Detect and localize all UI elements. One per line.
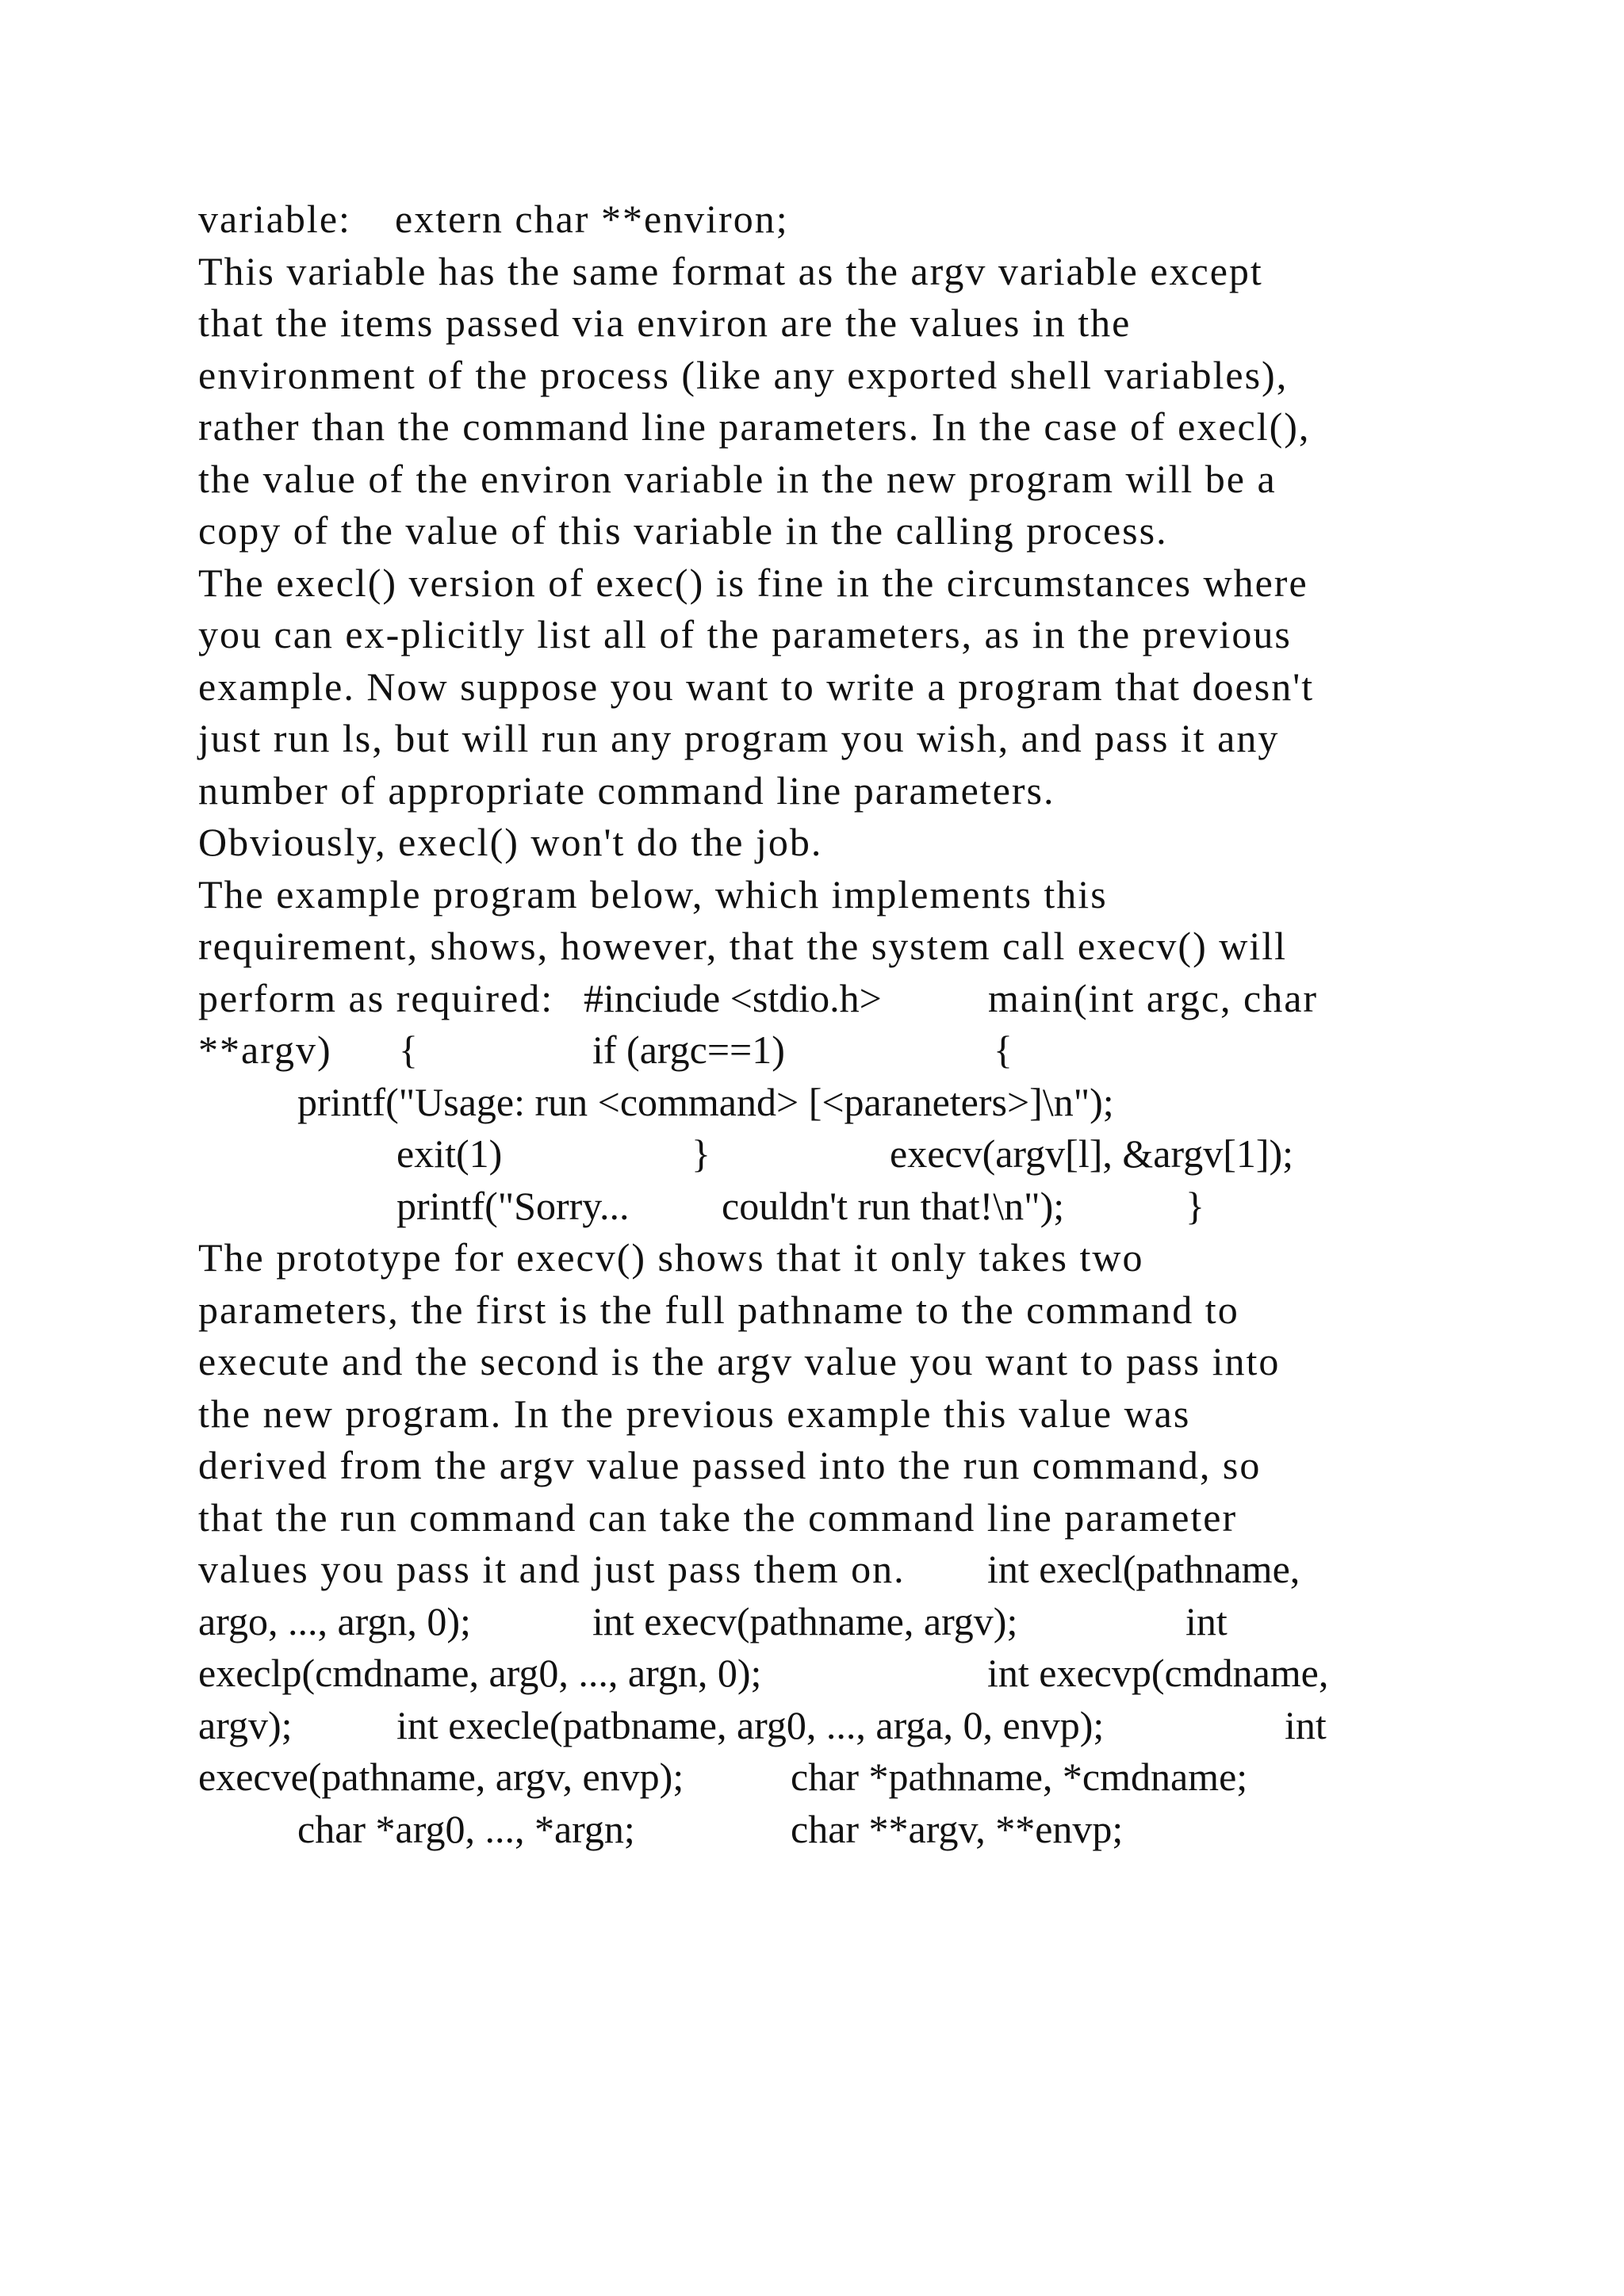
text-line (198, 350, 1467, 402)
text-line (198, 1284, 1467, 1337)
text-line (198, 1388, 1467, 1441)
code-segment: } (691, 1131, 710, 1176)
code-segment: int execv(pathname, argv); (592, 1598, 1018, 1644)
code-segment: printf("Usage: run <command> [<paraneters>]\n"); (297, 1079, 1114, 1124)
text-line (198, 1336, 1467, 1388)
text-line (198, 765, 1467, 817)
code-segment: int execle(patbname, arg0, ..., arga, 0, envp); (396, 1702, 1105, 1747)
code-segment: char *pathname, *cmdname; (791, 1755, 1248, 1799)
code-segment: int execl(pathname, (987, 1547, 1300, 1591)
text-line (198, 453, 1467, 506)
code-segment: couldn't run that!\n"); (722, 1183, 1065, 1228)
text-line (198, 505, 1467, 557)
text-segment: example. Now suppose you want to write a program that doesn't (198, 664, 1315, 709)
code-segment: execv(argv[l], &argv[1]); (890, 1131, 1294, 1176)
code-segment: char **argv, **envp; (791, 1806, 1124, 1851)
code-segment: printf("Sorry... (396, 1183, 630, 1228)
code-segment: char *arg0, ..., *argn; (297, 1806, 635, 1851)
text-line (198, 713, 1467, 765)
code-segment: int (1285, 1702, 1327, 1747)
text-line (198, 973, 1467, 1025)
text-line (198, 1596, 1467, 1648)
text-line (198, 1440, 1467, 1492)
text-line (198, 1492, 1467, 1544)
text-line (198, 1024, 1467, 1077)
code-segment: execve(pathname, argv, envp); (198, 1755, 684, 1799)
text-segment: the new program. In the previous example this value was (198, 1391, 1191, 1436)
text-segment: that the run command can take the command line parameter (198, 1494, 1238, 1540)
text-segment: requirement, shows, however, that the system call execv() will (198, 924, 1287, 968)
text-line (198, 557, 1467, 610)
text-segment: the value of the environ variable in the new program will be a (198, 456, 1277, 501)
text-segment: The prototype for execv() shows that it only takes two (198, 1235, 1144, 1280)
code-segment: argv); (198, 1702, 293, 1747)
code-segment: } (1185, 1183, 1205, 1228)
text-segment: Obviously, execl() won't do the job. (198, 820, 823, 864)
text-line (198, 193, 1467, 246)
text-segment: variable: (198, 197, 351, 241)
code-segment: int (1185, 1598, 1228, 1644)
text-line (198, 1751, 1467, 1804)
text-segment: The example program below, which implements this (198, 871, 1108, 916)
document-body (198, 193, 1467, 1855)
code-segment: { (399, 1027, 418, 1072)
text-segment: parameters, the first is the full pathname to the command to (198, 1287, 1239, 1332)
code-segment: argo, ..., argn, 0); (198, 1598, 471, 1644)
text-segment: values you pass it and just pass them on. (198, 1547, 906, 1591)
text-line (198, 246, 1467, 298)
text-line (198, 1232, 1467, 1284)
text-line (198, 869, 1467, 921)
text-line (198, 609, 1467, 661)
code-segment: #inciude <stdio.h> (584, 975, 882, 1020)
text-segment: environment of the process (like any exported shell variables), (198, 352, 1289, 397)
text-segment: This variable has the same format as the argv variable except (198, 248, 1263, 293)
text-line (198, 401, 1467, 453)
text-line (198, 1544, 1467, 1596)
text-segment: copy of the value of this variable in the calling process. (198, 508, 1168, 553)
text-line (198, 1077, 1467, 1129)
text-segment: that the items passed via environ are the values in the (198, 300, 1132, 345)
code-segment: if (argc==1) (592, 1027, 785, 1072)
text-segment: execute and the second is the argv value you want to pass into (198, 1339, 1281, 1383)
text-line (198, 920, 1467, 973)
text-line (198, 1647, 1467, 1700)
code-segment: int execvp(cmdname, (987, 1651, 1329, 1695)
text-segment: derived from the argv value passed into the run command, so (198, 1443, 1262, 1487)
text-line (198, 1181, 1467, 1233)
text-line (198, 661, 1467, 714)
code-segment: main(int argc, char (988, 975, 1319, 1020)
text-segment: The execl() version of exec() is fine in the circumstances where (198, 560, 1308, 605)
text-line (198, 297, 1467, 350)
text-line (198, 817, 1467, 869)
text-segment: extern char **environ; (395, 197, 789, 241)
text-line (198, 1128, 1467, 1181)
code-segment: { (994, 1027, 1013, 1072)
text-segment: perform as required: (198, 975, 554, 1020)
text-segment: you can ex-plicitly list all of the parameters, as in the previous (198, 612, 1292, 656)
code-segment: **argv) (198, 1027, 332, 1072)
code-segment: exit(1) (396, 1131, 503, 1176)
text-line (198, 1804, 1467, 1856)
text-segment: just run ls, but will run any program you wish, and pass it any (198, 716, 1280, 760)
code-segment: execlp(cmdname, arg0, ..., argn, 0); (198, 1651, 762, 1695)
text-line (198, 1700, 1467, 1752)
text-segment: number of appropriate command line parameters. (198, 767, 1055, 813)
text-segment: rather than the command line parameters. In the case of execl(), (198, 404, 1311, 449)
